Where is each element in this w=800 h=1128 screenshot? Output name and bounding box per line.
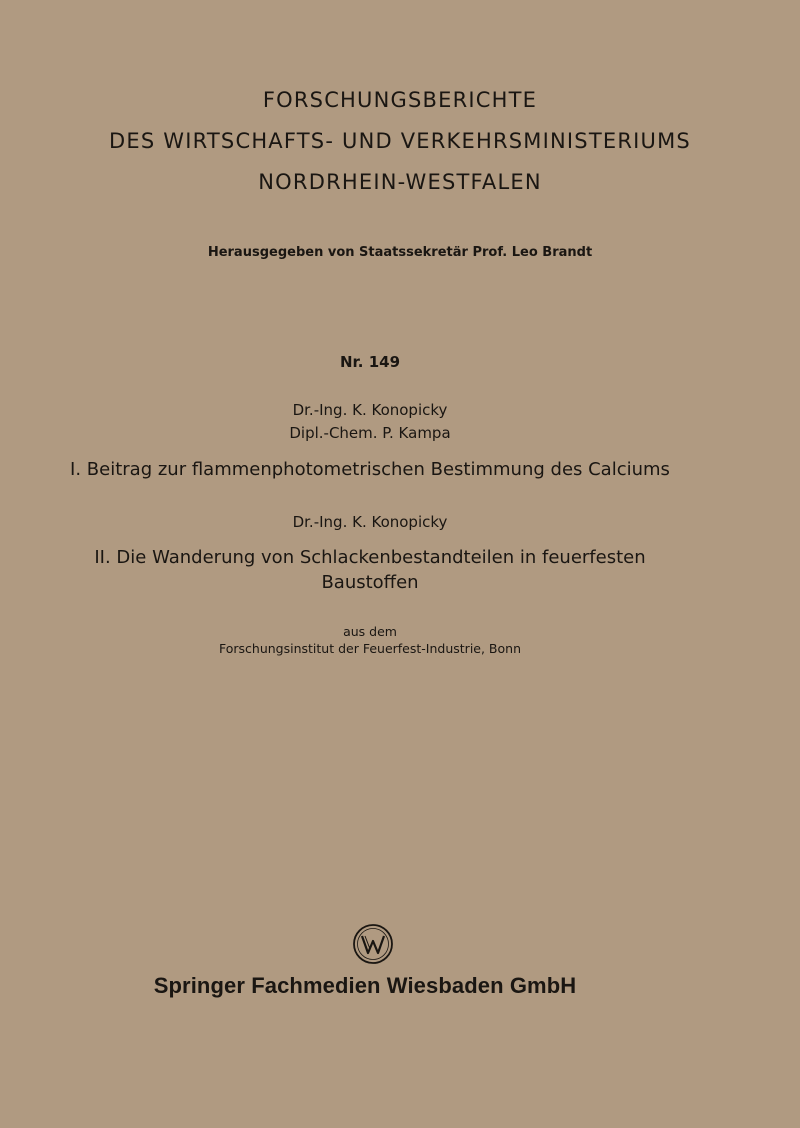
- part2-title-line-1: II. Die Wanderung von Schlackenbestandteilen in feuerfesten: [94, 547, 646, 568]
- part1-author-1: Dr.-Ing. K. Konopicky: [292, 401, 448, 419]
- institute-line-1: aus dem: [343, 624, 397, 639]
- part1-author-2: Dipl.-Chem. P. Kampa: [289, 424, 451, 442]
- part2-author: Dr.-Ing. K. Konopicky: [292, 513, 448, 531]
- series-title-line-1: FORSCHUNGSBERICHTE: [262, 88, 538, 112]
- publisher: Springer Fachmedien Wiesbaden GmbH: [153, 973, 577, 998]
- w-circle-logo-icon: [352, 923, 394, 965]
- series-title-line-2: DES WIRTSCHAFTS- UND VERKEHRSMINISTERIUMS: [109, 129, 691, 153]
- report-number: Nr. 149: [339, 353, 401, 371]
- institute-line-2: Forschungsinstitut der Feuerfest-Industrie, Bonn: [218, 641, 521, 656]
- part2-title-line-2: Baustoffen: [321, 572, 419, 593]
- part1-title: I. Beitrag zur flammenphotometrischen Bestimmung des Calciums: [70, 459, 670, 480]
- editor-line: Herausgegeben von Staatssekretär Prof. Leo Brandt: [207, 245, 593, 260]
- series-title-line-3: NORDRHEIN-WESTFALEN: [258, 170, 542, 194]
